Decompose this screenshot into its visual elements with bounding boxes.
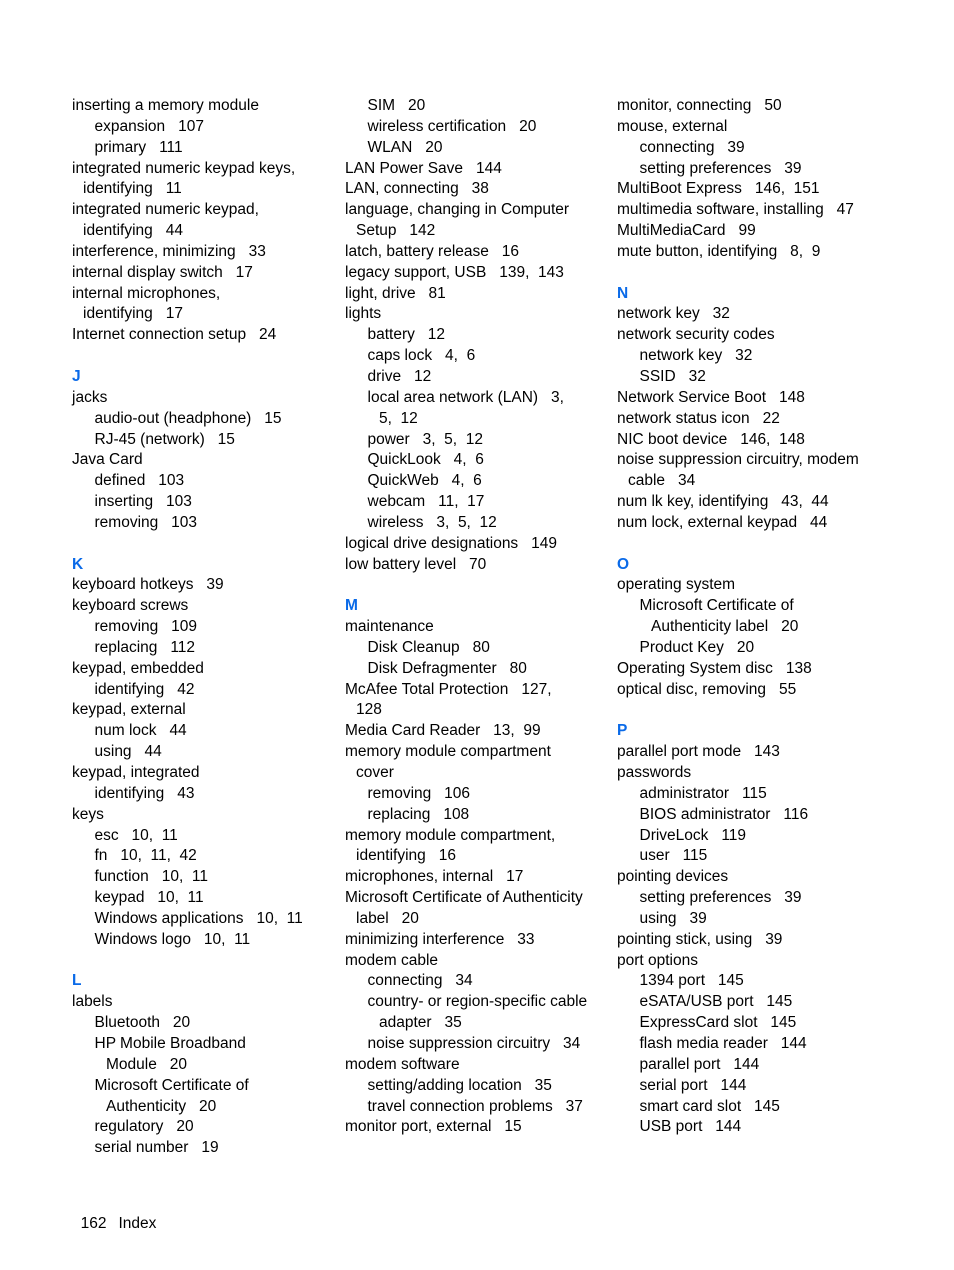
index-entry: jacks: [72, 388, 108, 406]
index-entry: Network Service Boot 148: [617, 388, 805, 406]
section-spacer: [617, 534, 917, 555]
index-entry: modem software: [345, 1055, 460, 1073]
page-footer: [72, 1191, 156, 1235]
index-subentry: cable 34: [628, 472, 696, 490]
index-subentry: identifying 44: [83, 222, 183, 240]
index-entry: maintenance: [345, 618, 434, 636]
section-spacer: [617, 263, 917, 284]
index-subentry: Product Key 20: [639, 638, 755, 656]
index-entry: monitor, connecting 50: [617, 97, 782, 114]
index-entry: port options: [617, 951, 698, 969]
index-entry: parallel port mode 143: [617, 743, 780, 761]
index-entry: num lock, external keypad 44: [617, 513, 828, 531]
index-subentry: label 20: [356, 909, 419, 927]
index-entry: num lk key, identifying 43, 44: [617, 493, 829, 511]
index-entry: minimizing interference 33: [345, 930, 535, 948]
index-entry: operating system: [617, 576, 736, 594]
index-entry: pointing stick, using 39: [617, 930, 783, 948]
index-subentry: defined 103: [94, 472, 185, 490]
index-letter-heading: N: [617, 284, 629, 302]
index-subentry: Module 20: [106, 1055, 187, 1073]
index-entry: noise suppression circuitry, modem: [617, 451, 859, 469]
index-subentry: adapter 35: [379, 1014, 462, 1032]
index-entry: integrated numeric keypad,: [72, 201, 259, 219]
index-subentry: cover: [356, 764, 394, 781]
index-entry: LAN, connecting 38: [345, 180, 489, 198]
index-entry: keyboard hotkeys 39: [72, 576, 224, 594]
index-entry: mute button, identifying 8, 9: [617, 242, 821, 260]
index-subentry: fn 10, 11, 42: [94, 847, 197, 865]
index-subentry: country- or region-specific cable: [367, 993, 588, 1011]
section-spacer: [72, 346, 334, 367]
index-entry: monitor port, external 15: [345, 1118, 522, 1136]
index-subentry: SSID 32: [639, 367, 706, 385]
index-subentry: BIOS administrator 116: [639, 805, 809, 823]
index-subentry: serial port 144: [639, 1076, 747, 1094]
index-subentry: administrator 115: [639, 784, 767, 802]
index-subentry: webcam 11, 17: [367, 493, 485, 511]
index-entry: keypad, integrated: [72, 764, 200, 781]
index-subentry: esc 10, 11: [94, 826, 178, 844]
index-letter-heading: M: [345, 597, 358, 615]
index-entry: LAN Power Save 144: [345, 159, 502, 177]
index-subentry: battery 12: [367, 326, 446, 344]
index-subentry: parallel port 144: [639, 1055, 760, 1073]
index-subentry: inserting 103: [94, 493, 192, 511]
index-entry: optical disc, removing 55: [617, 680, 797, 698]
index-subentry: user 115: [639, 847, 708, 865]
index-entry: keyboard screws: [72, 597, 189, 615]
index-subentry: num lock 44: [94, 722, 187, 740]
index-subentry: identifying 43: [94, 784, 195, 802]
index-subentry: 128: [356, 701, 382, 719]
index-entry: Operating System disc 138: [617, 659, 812, 677]
index-subentry: Windows applications 10, 11: [94, 909, 303, 927]
index-entry: keypad, embedded: [72, 659, 204, 677]
index-subentry: noise suppression circuitry 34: [367, 1034, 581, 1052]
index-letter-heading: O: [617, 555, 630, 573]
index-subentry: QuickWeb 4, 6: [367, 472, 482, 490]
index-entry: light, drive 81: [345, 284, 446, 302]
index-subentry: Authenticity label 20: [651, 618, 799, 636]
index-subentry: Disk Cleanup 80: [367, 638, 490, 656]
index-entry: modem cable: [345, 951, 439, 969]
index-entry: MultiMediaCard 99: [617, 222, 756, 240]
index-entry: Microsoft Certificate of Authenticity: [345, 889, 583, 907]
index-subentry: connecting 39: [639, 138, 745, 156]
index-entry: MultiBoot Express 146, 151: [617, 180, 820, 198]
index-entry: network security codes: [617, 326, 775, 344]
index-subentry: 5, 12: [379, 409, 418, 427]
index-letter-heading: L: [72, 972, 82, 990]
index-entry: microphones, internal 17: [345, 868, 524, 886]
index-subentry: removing 109: [94, 618, 198, 636]
index-subentry: ExpressCard slot 145: [639, 1014, 797, 1032]
index-entry: language, changing in Computer: [345, 201, 570, 219]
index-entry: integrated numeric keypad keys,: [72, 159, 296, 177]
index-letter-heading: P: [617, 722, 628, 740]
index-subentry: DriveLock 119: [639, 826, 747, 844]
index-entry: multimedia software, installing 47: [617, 201, 854, 219]
index-subentry: WLAN 20: [367, 138, 443, 156]
index-subentry: removing 106: [367, 784, 471, 802]
index-column-1: [72, 96, 334, 1159]
index-subentry: local area network (LAN) 3,: [367, 388, 564, 406]
index-entry: inserting a memory module: [72, 97, 259, 114]
index-letter-heading: J: [72, 367, 81, 385]
index-subentry: setting preferences 39: [639, 159, 802, 177]
index-subentry: removing 103: [94, 513, 198, 531]
index-subentry: using 44: [94, 743, 162, 761]
index-subentry: regulatory 20: [94, 1118, 194, 1136]
index-subentry: primary 111: [94, 138, 183, 156]
index-subentry: identifying 11: [83, 180, 182, 198]
index-entry: Media Card Reader 13, 99: [345, 722, 541, 740]
index-subentry: replacing 108: [367, 805, 470, 823]
index-subentry: Microsoft Certificate of: [639, 597, 794, 615]
index-subentry: smart card slot 145: [639, 1097, 780, 1115]
index-subentry: serial number 19: [94, 1139, 219, 1157]
index-subentry: using 39: [639, 909, 707, 927]
index-subentry: RJ-45 (network) 15: [94, 430, 235, 448]
index-subentry: Bluetooth 20: [94, 1014, 191, 1032]
index-subentry: setting/adding location 35: [367, 1076, 552, 1094]
index-subentry: identifying 42: [94, 680, 195, 698]
index-entry: memory module compartment: [345, 743, 551, 761]
index-subentry: function 10, 11: [94, 868, 208, 886]
index-entry: labels: [72, 993, 113, 1011]
index-entry: internal microphones,: [72, 284, 221, 302]
index-subentry: Microsoft Certificate of: [94, 1076, 249, 1094]
index-subentry: connecting 34: [367, 972, 473, 990]
section-spacer: [345, 575, 607, 596]
index-subentry: drive 12: [367, 367, 432, 385]
index-letter-heading: K: [72, 555, 84, 573]
index-subentry: identifying 16: [356, 847, 456, 865]
index-entry: McAfee Total Protection 127,: [345, 680, 552, 698]
index-subentry: SIM 20: [367, 97, 426, 114]
page-number: 162: [80, 1215, 107, 1232]
index-entry: keypad, external: [72, 701, 186, 719]
section-spacer: [617, 700, 917, 721]
index-subentry: replacing 112: [94, 638, 196, 656]
index-entry: low battery level 70: [345, 555, 487, 573]
section-title: Index: [118, 1215, 157, 1232]
index-subentry: expansion 107: [94, 117, 204, 135]
index-subentry: audio-out (headphone) 15: [94, 409, 282, 427]
index-subentry: Windows logo 10, 11: [94, 930, 251, 948]
index-entry: pointing devices: [617, 868, 729, 886]
index-entry: passwords: [617, 764, 692, 781]
index-subentry: setting preferences 39: [639, 889, 802, 907]
index-subentry: power 3, 5, 12: [367, 430, 483, 448]
index-subentry: USB port 144: [639, 1118, 742, 1136]
section-spacer: [72, 534, 334, 555]
index-subentry: QuickLook 4, 6: [367, 451, 484, 469]
index-subentry: Setup 142: [356, 222, 436, 240]
index-entry: network status icon 22: [617, 409, 780, 427]
index-subentry: travel connection problems 37: [367, 1097, 583, 1115]
index-subentry: wireless 3, 5, 12: [367, 513, 497, 531]
index-entry: mouse, external: [617, 117, 728, 135]
index-entry: logical drive designations 149: [345, 534, 557, 552]
index-subentry: Disk Defragmenter 80: [367, 659, 527, 677]
index-entry: Internet connection setup 24: [72, 326, 277, 344]
index-entry: legacy support, USB 139, 143: [345, 263, 564, 281]
index-entry: latch, battery release 16: [345, 242, 520, 260]
index-entry: keys: [72, 805, 104, 823]
index-entry: NIC boot device 146, 148: [617, 430, 805, 448]
index-subentry: Authenticity 20: [106, 1097, 217, 1115]
index-entry: Java Card: [72, 451, 143, 469]
index-subentry: network key 32: [639, 347, 753, 365]
index-subentry: wireless certification 20: [367, 117, 537, 135]
index-column-2: [345, 96, 607, 1138]
index-subentry: flash media reader 144: [639, 1034, 807, 1052]
index-entry: interference, minimizing 33: [72, 242, 266, 260]
index-entry: memory module compartment,: [345, 826, 556, 844]
index-subentry: caps lock 4, 6: [367, 347, 476, 365]
section-spacer: [72, 951, 334, 972]
index-entry: internal display switch 17: [72, 263, 253, 281]
index-subentry: keypad 10, 11: [94, 889, 204, 907]
index-subentry: eSATA/USB port 145: [639, 993, 793, 1011]
index-entry: network key 32: [617, 305, 730, 323]
index-subentry: identifying 17: [83, 305, 183, 323]
index-column-3: [617, 96, 917, 1138]
index-subentry: HP Mobile Broadband: [94, 1034, 246, 1052]
index-subentry: 1394 port 145: [639, 972, 744, 990]
index-entry: lights: [345, 305, 382, 323]
